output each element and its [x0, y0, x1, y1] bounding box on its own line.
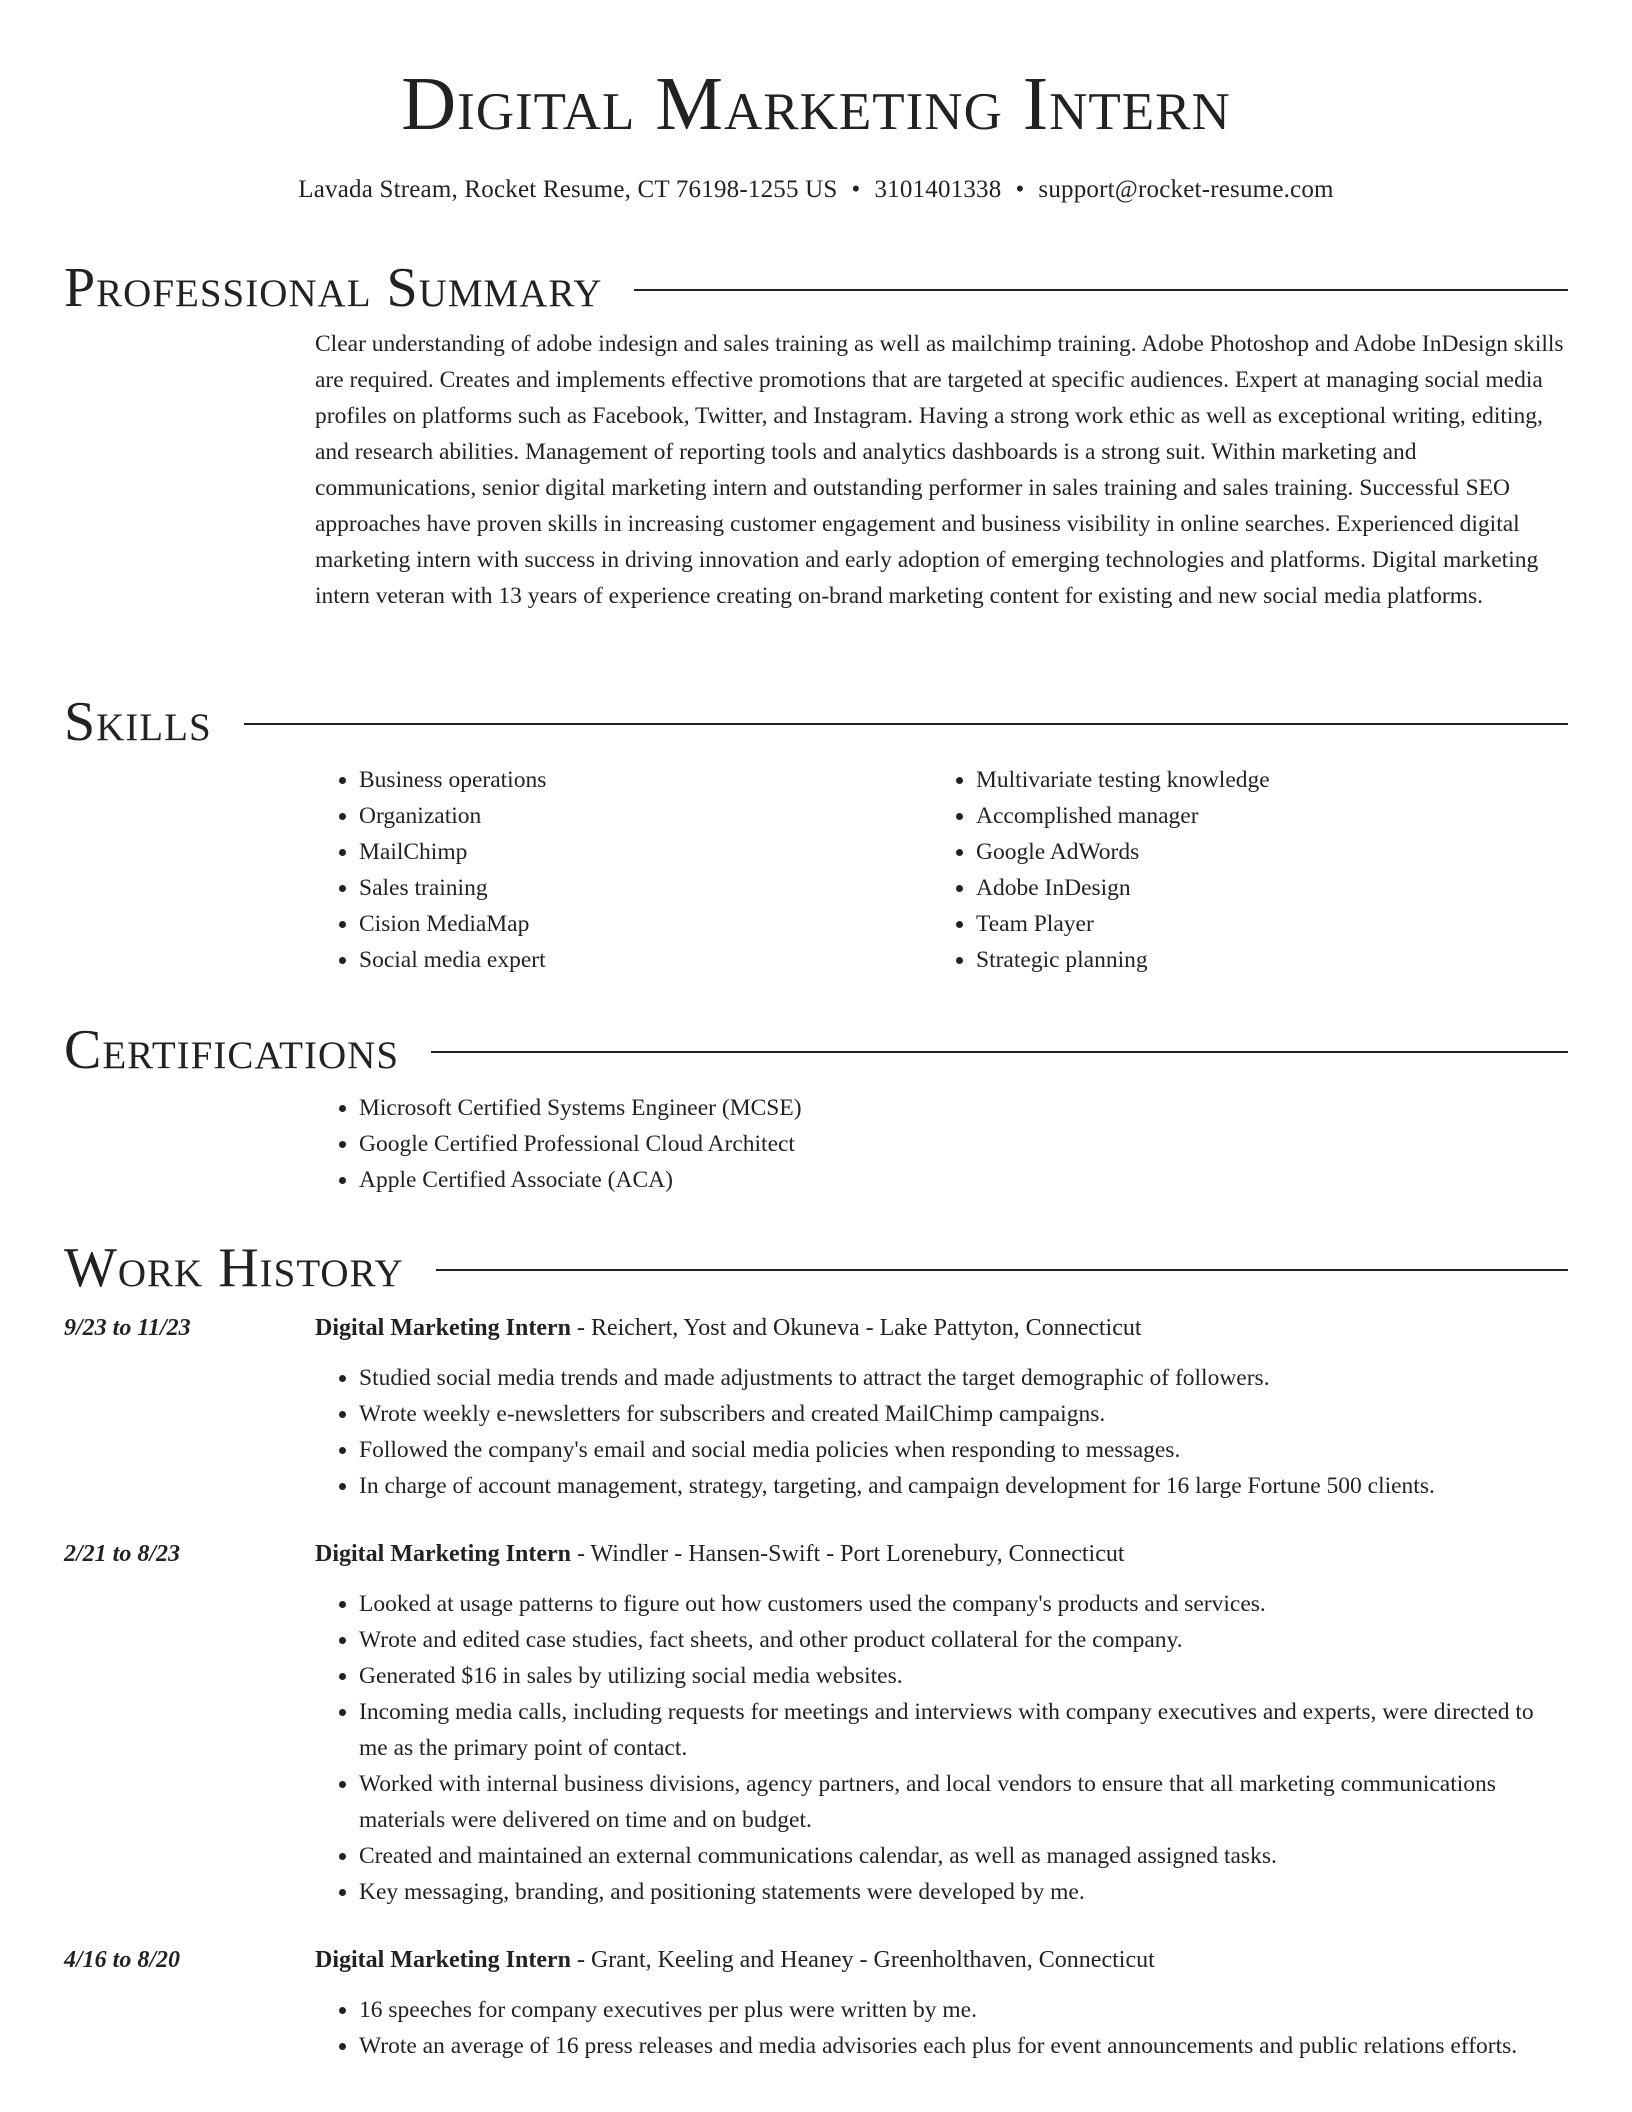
skill-item: • Organization [359, 798, 932, 834]
heading-rule [244, 723, 1568, 725]
job-title: Digital Marketing Intern [315, 1541, 571, 1567]
certification-item: • Google Certified Professional Cloud Architect [359, 1126, 1568, 1162]
section-heading [64, 1238, 1568, 1298]
email: support@rocket-resume.com [1038, 176, 1334, 203]
address: Lavada Stream, Rocket Resume, CT 76198-1255 US [298, 176, 838, 203]
skill-item: • Team Player [976, 906, 1549, 942]
skill-item: • MailChimp [359, 834, 932, 870]
job-entry [64, 1310, 1568, 1504]
job-title: Digital Marketing Intern [315, 1315, 571, 1341]
contact-line [64, 174, 1568, 206]
skills-column-right [932, 762, 1549, 978]
job-dates: 4/16 to 8/20 [64, 1947, 181, 1973]
certification-item: • Microsoft Certified Systems Engineer (MCSE) [359, 1090, 1568, 1126]
job-bullet: • Followed the company's email and social media policies when responding to messages. [359, 1432, 1568, 1468]
job-bullet: • Incoming media calls, including requests for meetings and interviews with company executives and experts, were directed to me as the primary point of contact. [359, 1694, 1568, 1766]
job-bullet: • Key messaging, branding, and positioning statements were developed by me. [359, 1874, 1568, 1910]
job-title-line [315, 1942, 1568, 1978]
certifications-section [64, 1020, 1568, 1198]
section-heading [64, 258, 1568, 318]
separator-dot: • [1015, 176, 1025, 203]
skill-item: • Business operations [359, 762, 932, 798]
skill-item: • Cision MediaMap [359, 906, 932, 942]
summary-heading: Professional Summary [64, 257, 603, 319]
job-bullets [315, 1992, 1568, 2064]
job-main [315, 1536, 1568, 1910]
skills-list-right [932, 762, 1549, 978]
skill-item: • Accomplished manager [976, 798, 1549, 834]
job-main [315, 1942, 1568, 2064]
skills-grid [315, 752, 1568, 978]
skill-item: • Adobe InDesign [976, 870, 1549, 906]
job-bullets [315, 1586, 1568, 1910]
job-bullet: • Created and maintained an external communications calendar, as well as managed assigned tasks. [359, 1838, 1568, 1874]
section-heading [64, 692, 1568, 752]
certification-item: • Apple Certified Associate (ACA) [359, 1162, 1568, 1198]
job-employer: - Reichert, Yost and Okuneva - Lake Pattyton, Connecticut [570, 1315, 1142, 1341]
skill-item: • Google AdWords [976, 834, 1549, 870]
job-main [315, 1310, 1568, 1504]
job-entry [64, 1942, 1568, 2064]
certifications-content [315, 1080, 1568, 1198]
skills-section [64, 692, 1568, 978]
job-bullet: • Generated $16 in sales by utilizing social media websites. [359, 1658, 1568, 1694]
heading-rule [634, 289, 1568, 291]
certifications-list [315, 1090, 1568, 1198]
skill-item: • Multivariate testing knowledge [976, 762, 1549, 798]
resume-page [64, 0, 1568, 2059]
job-bullet: • Looked at usage patterns to figure out how customers used the company's products and services. [359, 1586, 1568, 1622]
job-bullet: • Studied social media trends and made adjustments to attract the target demographic of followers. [359, 1360, 1568, 1396]
job-title-line [315, 1536, 1568, 1572]
job-bullets [315, 1360, 1568, 1504]
job-employer: - Grant, Keeling and Heaney - Greenholthaven, Connecticut [570, 1947, 1155, 1973]
skill-item: • Social media expert [359, 942, 932, 978]
separator-dot: • [851, 176, 861, 203]
work-history-section [64, 1238, 1568, 2064]
skills-heading: Skills [64, 691, 212, 753]
work-history-heading: Work History [64, 1237, 404, 1299]
job-employer: - Windler - Hansen-Swift - Port Lorenebury, Connecticut [570, 1541, 1125, 1567]
job-dates: 9/23 to 11/23 [64, 1315, 191, 1341]
summary-section [64, 258, 1568, 614]
job-bullet: • 16 speeches for company executives per plus were written by me. [359, 1992, 1568, 2028]
skill-item: • Sales training [359, 870, 932, 906]
section-heading [64, 1020, 1568, 1080]
summary-content [315, 318, 1568, 614]
job-bullet: • Worked with internal business divisions, agency partners, and local vendors to ensure that all marketing communications materials were delivered on time and on budget. [359, 1766, 1568, 1838]
job-bullet: • Wrote and edited case studies, fact sheets, and other product collateral for the company. [359, 1622, 1568, 1658]
skills-column-left [315, 762, 932, 978]
skills-list-left [315, 762, 932, 978]
candidate-name: Digital Marketing Intern [401, 62, 1231, 146]
job-bullet: • Wrote an average of 16 press releases and media advisories each plus for event announcements and public relations efforts. [359, 2028, 1568, 2064]
job-title-line [315, 1310, 1568, 1346]
job-entry [64, 1536, 1568, 1910]
heading-rule [431, 1051, 1568, 1053]
phone: 3101401338 [874, 176, 1002, 203]
heading-rule [436, 1269, 1568, 1271]
job-bullet: • In charge of account management, strategy, targeting, and campaign development for 16 large Fortune 500 clients. [359, 1468, 1568, 1504]
job-title: Digital Marketing Intern [315, 1947, 571, 1973]
job-dates: 2/21 to 8/23 [64, 1541, 181, 1567]
job-bullet: • Wrote weekly e-newsletters for subscribers and created MailChimp campaigns. [359, 1396, 1568, 1432]
certifications-heading: Certifications [64, 1019, 400, 1081]
summary-text: Clear understanding of adobe indesign and sales training as well as mailchimp training. Adobe Photoshop and Adobe InDesign skills are required. Creates and implements effective promotions that are targeted at specific audiences. Expert at managing social media profiles on platforms such as Facebook, Twitter, and Instagram. Having a strong work ethic as well as exceptional writing, editing, and research abilities. Management of reporting tools and analytics dashboards is a strong suit. Within marketing and communications, senior digital marketing intern and outstanding performer in sales training and sales training. Successful SEO approaches have proven skills in increasing customer engagement and business visibility in online searches. Experienced digital marketing intern with success in driving innovation and early adoption of emerging technologies and platforms. Digital marketing intern veteran with 13 years of experience creating on-brand marketing content for existing and new social media platforms. [315, 331, 1564, 609]
skill-item: • Strategic planning [976, 942, 1549, 978]
